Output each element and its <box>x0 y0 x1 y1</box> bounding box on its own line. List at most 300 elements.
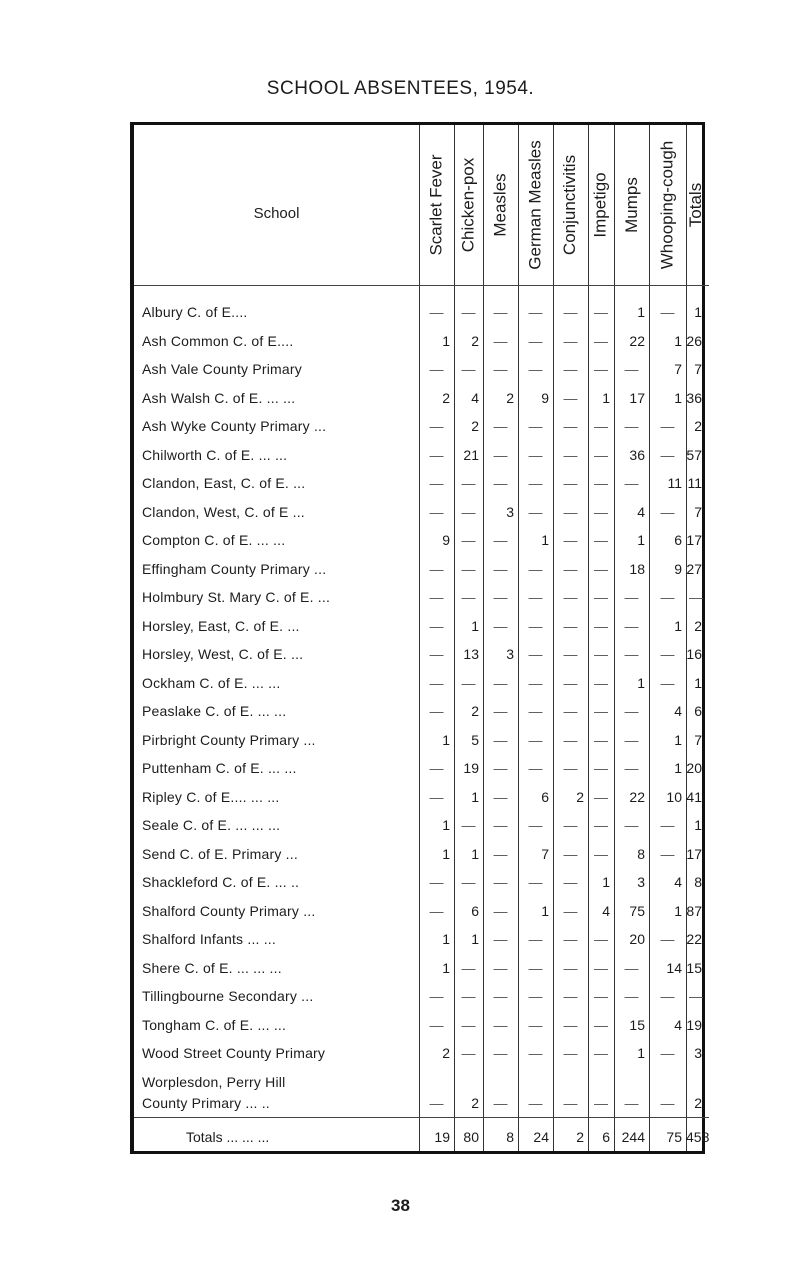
cell-conjunctivitis: — <box>563 361 578 377</box>
cell-impetigo: — <box>594 304 608 320</box>
cell-whooping-cough: 9 <box>674 560 682 577</box>
cell-impetigo: — <box>594 503 608 520</box>
column-header-impetigo <box>588 125 614 285</box>
total-totals: 458 <box>686 1129 710 1145</box>
column-header-mumps <box>614 125 649 285</box>
cell-conjunctivitis: 2 <box>576 788 584 805</box>
school-name: Peaslake C. of E. ... ... <box>142 703 287 719</box>
cell-measles: — <box>493 560 508 577</box>
cell-measles: — <box>493 817 508 833</box>
cell-scarlet-fever: — <box>429 475 444 491</box>
cell-measles: — <box>493 731 508 748</box>
column-header-label: Whooping-cough <box>657 140 677 270</box>
table-row <box>134 930 709 949</box>
cell-chicken-pox: — <box>461 361 476 377</box>
cell-mumps: 1 <box>637 674 645 691</box>
cell-measles: — <box>493 788 508 805</box>
total-chicken-pox: 80 <box>463 1129 479 1145</box>
column-header-conjunctivitis <box>553 125 588 285</box>
school-name: Send C. of E. Primary ... <box>142 845 298 862</box>
cell-scarlet-fever: — <box>429 617 444 634</box>
cell-whooping-cough: 1 <box>674 389 682 406</box>
totals-rule <box>134 1117 709 1118</box>
totals-label: Totals ... ... ... <box>186 1129 270 1145</box>
cell-scarlet-fever: — <box>429 1094 444 1111</box>
cell-measles: — <box>493 1094 508 1111</box>
cell-german-measles: — <box>528 817 543 833</box>
table-row <box>134 1044 709 1063</box>
cell-whooping-cough: 1 <box>674 731 682 748</box>
school-name: Ockham C. of E. ... ... <box>142 674 281 691</box>
cell-chicken-pox: — <box>461 959 476 976</box>
school-name: Shalford County Primary ... <box>142 902 316 919</box>
table-row <box>134 873 709 892</box>
cell-impetigo: — <box>594 931 608 947</box>
cell-totals: 7 <box>694 503 702 520</box>
cell-conjunctivitis: — <box>563 731 578 748</box>
cell-measles: — <box>493 674 508 691</box>
cell-totals: 6 <box>694 703 702 719</box>
table-row <box>134 303 709 322</box>
cell-german-measles: — <box>528 1045 543 1061</box>
cell-totals: 8 <box>694 874 702 890</box>
cell-impetigo: — <box>594 532 608 548</box>
school-name: Clandon, East, C. of E. ... <box>142 475 306 491</box>
cell-german-measles <box>518 1073 553 1092</box>
cell-measles: 3 <box>506 503 514 520</box>
cell-chicken-pox: — <box>461 674 476 691</box>
cell-scarlet-fever: — <box>429 988 444 1004</box>
cell-conjunctivitis: — <box>563 845 578 862</box>
column-header-measles <box>483 125 518 285</box>
school-name: Compton C. of E. ... ... <box>142 532 286 548</box>
cell-measles: — <box>493 1016 508 1033</box>
cell-german-measles: — <box>528 503 543 520</box>
cell-whooping-cough: — <box>660 589 675 605</box>
cell-totals: — <box>689 988 703 1004</box>
cell-german-measles: — <box>528 418 543 434</box>
cell-german-measles: — <box>528 332 543 349</box>
cell-conjunctivitis: — <box>563 560 578 577</box>
school-column-header: School <box>253 205 300 222</box>
cell-whooping-cough: — <box>660 1094 675 1111</box>
cell-totals: 16 <box>686 646 702 662</box>
cell-mumps: 3 <box>637 874 645 890</box>
cell-conjunctivitis <box>553 1073 588 1092</box>
cell-conjunctivitis: — <box>563 1045 578 1061</box>
cell-whooping-cough: 6 <box>674 532 682 548</box>
cell-measles: — <box>493 361 508 377</box>
cell-impetigo: — <box>594 418 608 434</box>
cell-mumps: 22 <box>629 788 645 805</box>
cell-conjunctivitis: — <box>563 931 578 947</box>
cell-whooping-cough: — <box>660 646 675 662</box>
cell-scarlet-fever: — <box>429 304 444 320</box>
cell-conjunctivitis: — <box>563 617 578 634</box>
cell-impetigo: — <box>594 332 608 349</box>
cell-whooping-cough: 14 <box>666 959 682 976</box>
cell-totals: 2 <box>694 418 702 434</box>
cell-conjunctivitis: — <box>563 959 578 976</box>
cell-scarlet-fever: 1 <box>442 817 450 833</box>
cell-scarlet-fever: 1 <box>442 332 450 349</box>
table-row <box>134 446 709 465</box>
cell-scarlet-fever: — <box>429 646 444 662</box>
school-name: Clandon, West, C. of E ... <box>142 503 305 520</box>
cell-chicken-pox: — <box>461 532 476 548</box>
cell-scarlet-fever: 2 <box>442 1045 450 1061</box>
cell-conjunctivitis: — <box>563 988 578 1004</box>
table-row <box>134 417 709 436</box>
cell-german-measles: — <box>528 959 543 976</box>
cell-scarlet-fever: 1 <box>442 731 450 748</box>
cell-german-measles: — <box>528 361 543 377</box>
cell-scarlet-fever: 1 <box>442 959 450 976</box>
cell-chicken-pox: 2 <box>471 703 479 719</box>
cell-whooping-cough: — <box>660 988 675 1004</box>
cell-scarlet-fever: — <box>429 361 444 377</box>
cell-measles: — <box>493 931 508 947</box>
cell-mumps: 8 <box>637 845 645 862</box>
cell-mumps: — <box>624 418 639 434</box>
cell-measles: — <box>493 304 508 320</box>
cell-conjunctivitis: — <box>563 389 578 406</box>
column-header-label: German Measles <box>525 140 545 270</box>
school-name: Pirbright County Primary ... <box>142 731 316 748</box>
cell-measles: — <box>493 760 508 776</box>
cell-mumps: 17 <box>629 389 645 406</box>
table-row <box>134 588 709 607</box>
cell-chicken-pox: 2 <box>471 418 479 434</box>
cell-whooping-cough: — <box>660 845 675 862</box>
cell-scarlet-fever: — <box>429 560 444 577</box>
cell-scarlet-fever: — <box>429 902 444 919</box>
school-name: Shalford Infants ... ... <box>142 931 276 947</box>
cell-measles: — <box>493 418 508 434</box>
cell-impetigo: — <box>594 845 608 862</box>
cell-chicken-pox: 19 <box>463 760 479 776</box>
cell-conjunctivitis: — <box>563 874 578 890</box>
column-header-whooping-cough <box>649 125 686 285</box>
cell-chicken-pox: 21 <box>463 446 479 463</box>
table-row <box>134 845 709 864</box>
cell-totals: 27 <box>686 560 702 577</box>
cell-mumps: 75 <box>629 902 645 919</box>
table-row <box>134 1073 709 1092</box>
table-row <box>134 959 709 978</box>
column-header-label: Mumps <box>621 177 641 233</box>
cell-chicken-pox: — <box>461 560 476 577</box>
cell-totals: 3 <box>694 1045 702 1061</box>
column-header-label: Scarlet Fever <box>426 154 446 256</box>
cell-scarlet-fever <box>419 1073 454 1092</box>
school-name: Ripley C. of E.... ... ... <box>142 788 280 805</box>
cell-measles <box>483 1073 518 1092</box>
cell-mumps: — <box>624 731 639 748</box>
cell-measles: — <box>493 959 508 976</box>
cell-mumps: — <box>624 817 639 833</box>
cell-german-measles: — <box>528 931 543 947</box>
cell-scarlet-fever: 1 <box>442 845 450 862</box>
cell-whooping-cough: — <box>660 931 675 947</box>
cell-scarlet-fever: — <box>429 1016 444 1033</box>
column-header-label: Conjunctivitis <box>560 154 580 256</box>
cell-impetigo: — <box>594 1045 608 1061</box>
cell-whooping-cough: — <box>660 1045 675 1061</box>
cell-mumps: — <box>624 361 639 377</box>
total-mumps: 244 <box>621 1129 645 1145</box>
school-name: Wood Street County Primary <box>142 1045 326 1061</box>
column-header-label: Totals <box>686 182 706 228</box>
school-name: Chilworth C. of E. ... ... <box>142 446 288 463</box>
cell-scarlet-fever: — <box>429 703 444 719</box>
table-row <box>134 332 709 351</box>
school-name: Horsley, West, C. of E. ... <box>142 646 304 662</box>
cell-conjunctivitis: — <box>563 503 578 520</box>
cell-conjunctivitis: — <box>563 703 578 719</box>
cell-chicken-pox: — <box>461 1045 476 1061</box>
table-row <box>134 645 709 664</box>
cell-mumps: — <box>624 589 639 605</box>
table-row <box>134 531 709 550</box>
cell-chicken-pox: 1 <box>471 845 479 862</box>
cell-conjunctivitis: — <box>563 589 578 605</box>
cell-chicken-pox: 1 <box>471 788 479 805</box>
cell-impetigo: — <box>594 817 608 833</box>
page-title: SCHOOL ABSENTEES, 1954. <box>266 78 535 99</box>
page-number: 38 <box>391 1196 410 1215</box>
cell-impetigo: — <box>594 560 608 577</box>
cell-impetigo: — <box>594 760 608 776</box>
cell-totals: 22 <box>686 931 702 947</box>
table-row <box>134 702 709 721</box>
cell-totals: 7 <box>694 361 702 377</box>
cell-conjunctivitis: — <box>563 760 578 776</box>
cell-conjunctivitis: — <box>563 817 578 833</box>
cell-scarlet-fever: 1 <box>442 931 450 947</box>
cell-whooping-cough: — <box>660 304 675 320</box>
cell-german-measles: 9 <box>541 389 549 406</box>
cell-scarlet-fever: — <box>429 418 444 434</box>
cell-impetigo: — <box>594 1094 608 1111</box>
cell-chicken-pox: — <box>461 304 476 320</box>
cell-impetigo: 1 <box>602 874 610 890</box>
cell-measles: 2 <box>506 389 514 406</box>
cell-mumps <box>614 1073 649 1092</box>
school-name: Seale C. of E. ... ... ... <box>142 817 281 833</box>
cell-mumps: 15 <box>629 1016 645 1033</box>
cell-german-measles: 6 <box>541 788 549 805</box>
cell-german-measles: 7 <box>541 845 549 862</box>
cell-impetigo: 4 <box>602 902 610 919</box>
table-row <box>134 987 709 1006</box>
cell-mumps: 18 <box>629 560 645 577</box>
cell-whooping-cough: 1 <box>674 617 682 634</box>
cell-totals: 36 <box>686 389 702 406</box>
cell-impetigo: — <box>594 988 608 1004</box>
total-impetigo: 6 <box>602 1129 610 1145</box>
cell-german-measles: — <box>528 617 543 634</box>
cell-german-measles: — <box>528 674 543 691</box>
cell-impetigo <box>588 1073 614 1092</box>
cell-mumps: — <box>624 646 639 662</box>
cell-measles: — <box>493 902 508 919</box>
cell-impetigo: 1 <box>602 389 610 406</box>
cell-whooping-cough: — <box>660 446 675 463</box>
school-name: Tongham C. of E. ... ... <box>142 1016 287 1033</box>
cell-mumps: — <box>624 988 639 1004</box>
table-row <box>134 389 709 408</box>
cell-whooping-cough: 4 <box>674 703 682 719</box>
cell-german-measles: — <box>528 475 543 491</box>
school-name: Ash Common C. of E.... <box>142 332 294 349</box>
cell-mumps: — <box>624 760 639 776</box>
cell-whooping-cough: — <box>660 418 675 434</box>
column-header-chicken-pox <box>454 125 483 285</box>
cell-measles: — <box>493 845 508 862</box>
cell-mumps: 1 <box>637 532 645 548</box>
total-conjunctivitis: 2 <box>576 1129 584 1145</box>
cell-german-measles: — <box>528 731 543 748</box>
cell-totals: 17 <box>686 532 702 548</box>
cell-measles: — <box>493 617 508 634</box>
school-name: Ash Walsh C. of E. ... ... <box>142 389 296 406</box>
cell-totals: 1 <box>694 817 702 833</box>
cell-chicken-pox: — <box>461 589 476 605</box>
cell-totals: 7 <box>694 731 702 748</box>
table-row <box>134 617 709 636</box>
cell-chicken-pox: — <box>461 475 476 491</box>
school-name: Albury C. of E.... <box>142 304 248 320</box>
cell-chicken-pox <box>454 1073 483 1092</box>
cell-scarlet-fever: — <box>429 874 444 890</box>
cell-whooping-cough: 1 <box>674 332 682 349</box>
cell-impetigo: — <box>594 731 608 748</box>
cell-german-measles: — <box>528 304 543 320</box>
cell-whooping-cough: 10 <box>666 788 682 805</box>
cell-impetigo: — <box>594 703 608 719</box>
cell-scarlet-fever: 9 <box>442 532 450 548</box>
cell-chicken-pox: 2 <box>471 332 479 349</box>
table-row <box>134 759 709 778</box>
cell-german-measles: 1 <box>541 532 549 548</box>
school-name: Tillingbourne Secondary ... <box>142 988 314 1004</box>
cell-measles: — <box>493 988 508 1004</box>
cell-german-measles: — <box>528 988 543 1004</box>
cell-totals: 11 <box>687 475 702 491</box>
cell-german-measles: — <box>528 1016 543 1033</box>
total-german-measles: 24 <box>533 1129 549 1145</box>
cell-german-measles: — <box>528 703 543 719</box>
cell-chicken-pox: 1 <box>471 931 479 947</box>
cell-impetigo: — <box>594 589 608 605</box>
cell-german-measles: 1 <box>541 902 549 919</box>
cell-mumps: 1 <box>637 1045 645 1061</box>
cell-conjunctivitis: — <box>563 1094 578 1111</box>
cell-mumps: — <box>624 617 639 634</box>
cell-scarlet-fever: — <box>429 674 444 691</box>
cell-measles: — <box>493 703 508 719</box>
cell-conjunctivitis: — <box>563 902 578 919</box>
cell-impetigo: — <box>594 475 608 491</box>
school-name: Shackleford C. of E. ... .. <box>142 874 300 890</box>
cell-impetigo: — <box>594 361 608 377</box>
cell-totals <box>686 1073 706 1092</box>
cell-totals: 2 <box>694 1094 702 1111</box>
cell-scarlet-fever: — <box>429 760 444 776</box>
cell-totals: 2 <box>694 617 702 634</box>
cell-chicken-pox: — <box>461 817 476 833</box>
school-name: Worplesdon, Perry Hill <box>142 1073 286 1090</box>
cell-impetigo: — <box>594 788 608 805</box>
table-row <box>134 360 709 379</box>
cell-conjunctivitis: — <box>563 674 578 691</box>
table-row <box>134 816 709 835</box>
cell-whooping-cough: — <box>660 674 675 691</box>
cell-whooping-cough: — <box>660 503 675 520</box>
cell-german-measles: — <box>528 1094 543 1111</box>
cell-measles: — <box>493 532 508 548</box>
header-rule <box>134 285 709 286</box>
cell-german-measles: — <box>528 646 543 662</box>
cell-german-measles: — <box>528 589 543 605</box>
column-header-totals <box>686 125 706 285</box>
cell-chicken-pox: 6 <box>471 902 479 919</box>
cell-impetigo: — <box>594 617 608 634</box>
table-row <box>134 503 709 522</box>
cell-conjunctivitis: — <box>563 304 578 320</box>
cell-conjunctivitis: — <box>563 475 578 491</box>
cell-totals: 15 <box>686 959 702 976</box>
cell-measles: — <box>493 589 508 605</box>
total-whooping-cough: 75 <box>666 1129 682 1145</box>
cell-mumps: 4 <box>637 503 645 520</box>
cell-conjunctivitis: — <box>563 332 578 349</box>
cell-totals: 57 <box>686 446 702 463</box>
cell-scarlet-fever: — <box>429 788 444 805</box>
cell-mumps: 22 <box>629 332 645 349</box>
school-name: Puttenham C. of E. ... ... <box>142 760 297 776</box>
cell-mumps: — <box>624 703 639 719</box>
table-row <box>134 474 709 493</box>
cell-mumps: — <box>624 475 639 491</box>
cell-totals: 26 <box>686 332 702 349</box>
cell-mumps: — <box>624 1094 639 1111</box>
cell-impetigo: — <box>594 1016 608 1033</box>
cell-totals: 1 <box>694 304 702 320</box>
cell-whooping-cough: 4 <box>674 1016 682 1033</box>
cell-measles: 3 <box>506 646 514 662</box>
cell-whooping-cough: 11 <box>667 475 682 491</box>
table-row <box>134 731 709 750</box>
column-header-label: Measles <box>490 173 510 237</box>
cell-conjunctivitis: — <box>563 532 578 548</box>
cell-chicken-pox: — <box>461 988 476 1004</box>
table-row <box>134 674 709 693</box>
cell-whooping-cough <box>649 1073 686 1092</box>
cell-measles: — <box>493 874 508 890</box>
cell-scarlet-fever: — <box>429 446 444 463</box>
cell-chicken-pox: 2 <box>471 1094 479 1111</box>
total-measles: 8 <box>506 1129 514 1145</box>
table-row <box>134 902 709 921</box>
cell-german-measles: — <box>528 446 543 463</box>
cell-impetigo: — <box>594 674 608 691</box>
cell-measles: — <box>493 1045 508 1061</box>
cell-measles: — <box>493 332 508 349</box>
cell-conjunctivitis: — <box>563 418 578 434</box>
table-row <box>134 1094 709 1113</box>
